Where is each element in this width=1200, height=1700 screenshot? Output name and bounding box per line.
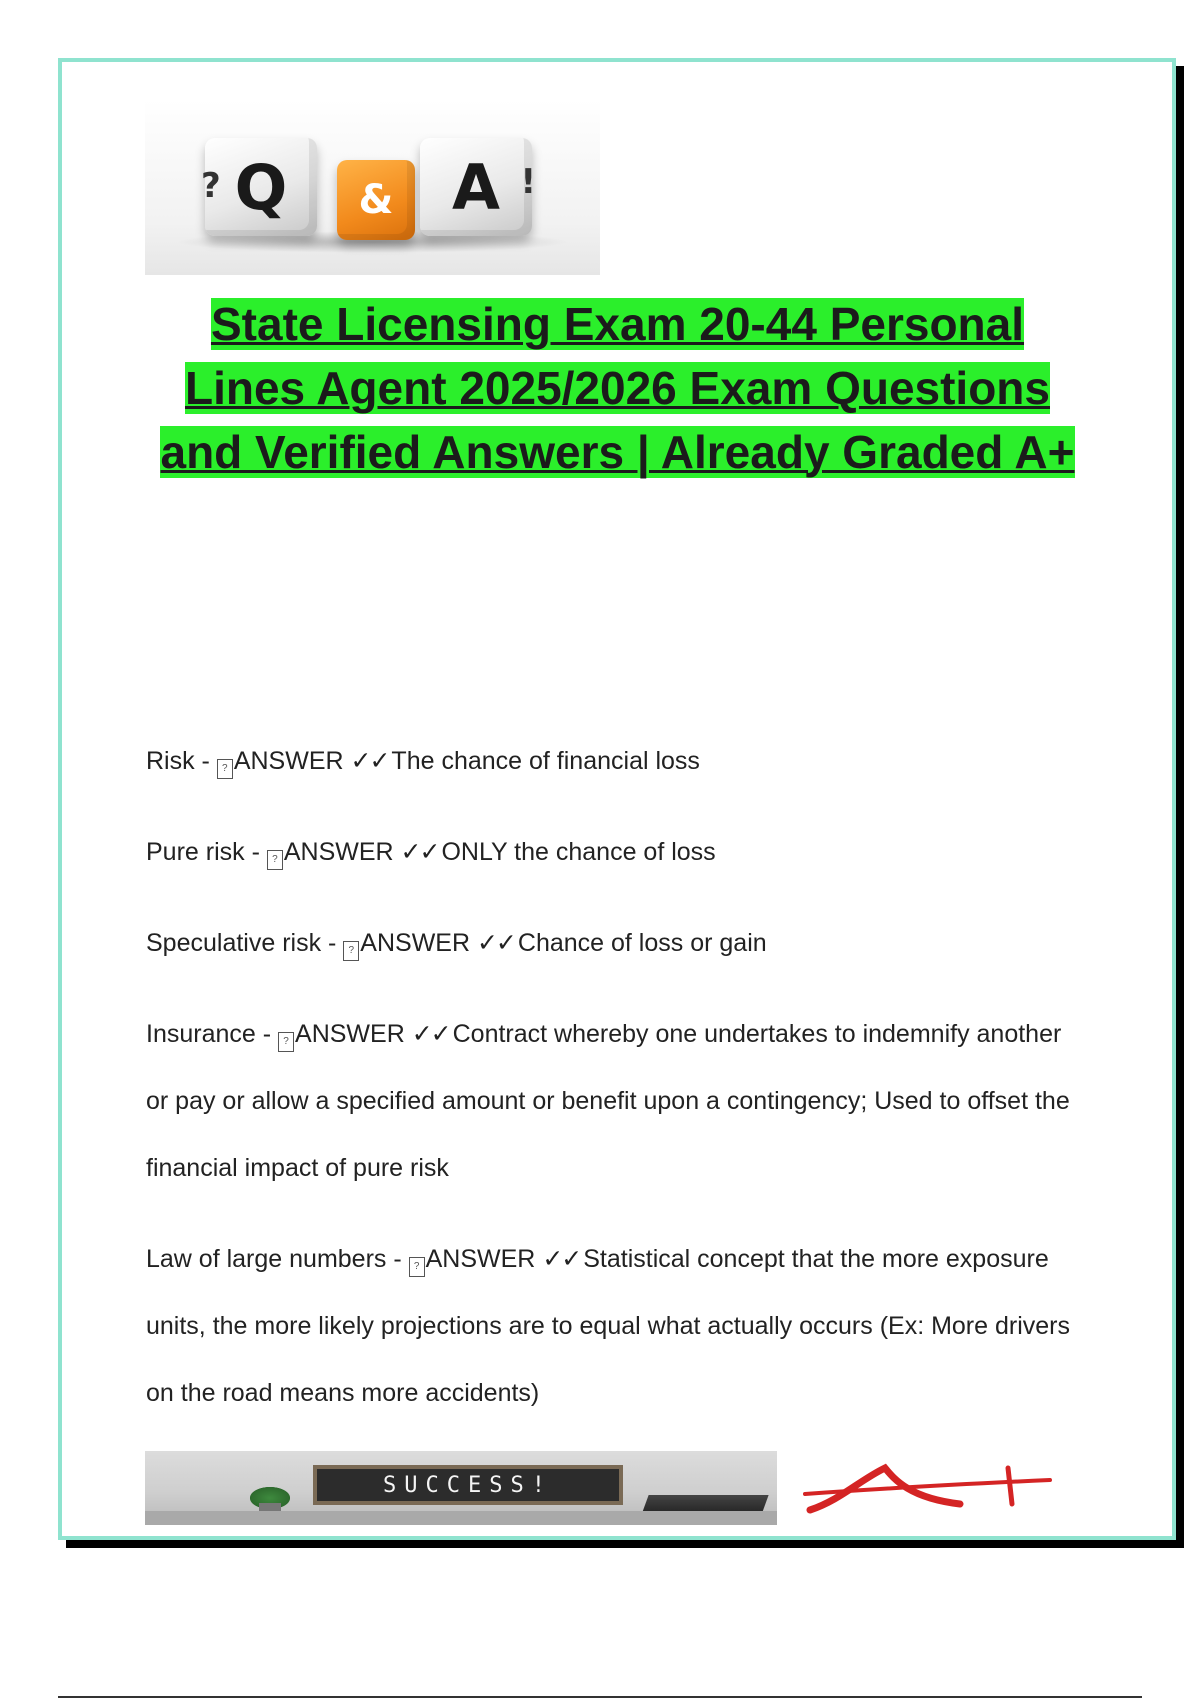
qa-term: Law of large numbers - (146, 1245, 409, 1273)
qa-answer-text: ONLY the chance of loss (441, 838, 716, 866)
success-chalkboard: SUCCESS! (313, 1465, 623, 1505)
answer-label: ANSWER (283, 838, 394, 866)
qa-item (146, 1226, 1086, 1427)
double-check-icon: ✓✓ (411, 1020, 450, 1048)
a-plus-crossbar (805, 1480, 1050, 1494)
qa-answer-text: Chance of loss or gain (517, 929, 767, 957)
qa-term: Risk - (146, 747, 217, 775)
answer-label: ANSWER (425, 1245, 536, 1273)
qa-item (146, 819, 1086, 886)
missing-glyph-box-icon: ? (343, 941, 359, 961)
q-die-letter: Q (234, 150, 288, 224)
qa-term: Speculative risk - (146, 929, 344, 957)
ampersand-die-glyph: & (358, 177, 394, 223)
qa-item (146, 728, 1086, 795)
double-check-icon: ✓✓ (542, 1245, 581, 1273)
answer-label: ANSWER (360, 929, 471, 957)
qa-term: Insurance - (146, 1020, 279, 1048)
document-title: State Licensing Exam 20-44 Personal Lines Agent 2025/2026 Exam Questions and Verified Answers | Already Graded A+ (160, 298, 1075, 478)
qa-item (146, 1001, 1086, 1202)
qa-list (146, 728, 1086, 1451)
missing-glyph-box-icon: ? (409, 1257, 425, 1277)
q-die (201, 138, 317, 236)
answer-label: ANSWER (233, 747, 344, 775)
double-check-icon: ✓✓ (350, 747, 389, 775)
success-banner-image (145, 1451, 777, 1525)
qa-item (146, 910, 1086, 977)
missing-glyph-box-icon: ? (278, 1032, 294, 1052)
a-die (420, 138, 536, 236)
document-title-block (150, 292, 1085, 484)
a-plus-plus-vertical (1008, 1468, 1012, 1504)
qa-answer-text: Statistical concept that the more exposure units, the more likely projections are to equal what actually occurs (Ex: More drivers on the road means more accidents) (146, 1245, 1070, 1407)
q-die-side-glyph: ? (201, 166, 221, 206)
ampersand-die (337, 160, 415, 240)
answer-label: ANSWER (295, 1020, 405, 1048)
banner-shelf (145, 1511, 777, 1525)
double-check-icon: ✓✓ (476, 929, 515, 957)
missing-glyph-box-icon: ? (217, 759, 233, 779)
qa-answer-text: Contract whereby one undertakes to indemnify another or pay or allow a specified amount or benefit upon a contingency; Used to offset the financial impact of pure risk (146, 1020, 1070, 1182)
a-die-letter: A (452, 150, 500, 224)
qa-answer-text: The chance of financial loss (391, 747, 700, 775)
a-die-side-glyph: ! (520, 162, 536, 202)
double-check-icon: ✓✓ (400, 838, 439, 866)
qa-term: Pure risk - (146, 838, 267, 866)
a-plus-grade-logo (800, 1460, 1065, 1520)
missing-glyph-box-icon: ? (267, 850, 283, 870)
footer-rule (58, 1696, 1142, 1698)
qa-dice-logo (145, 100, 600, 275)
